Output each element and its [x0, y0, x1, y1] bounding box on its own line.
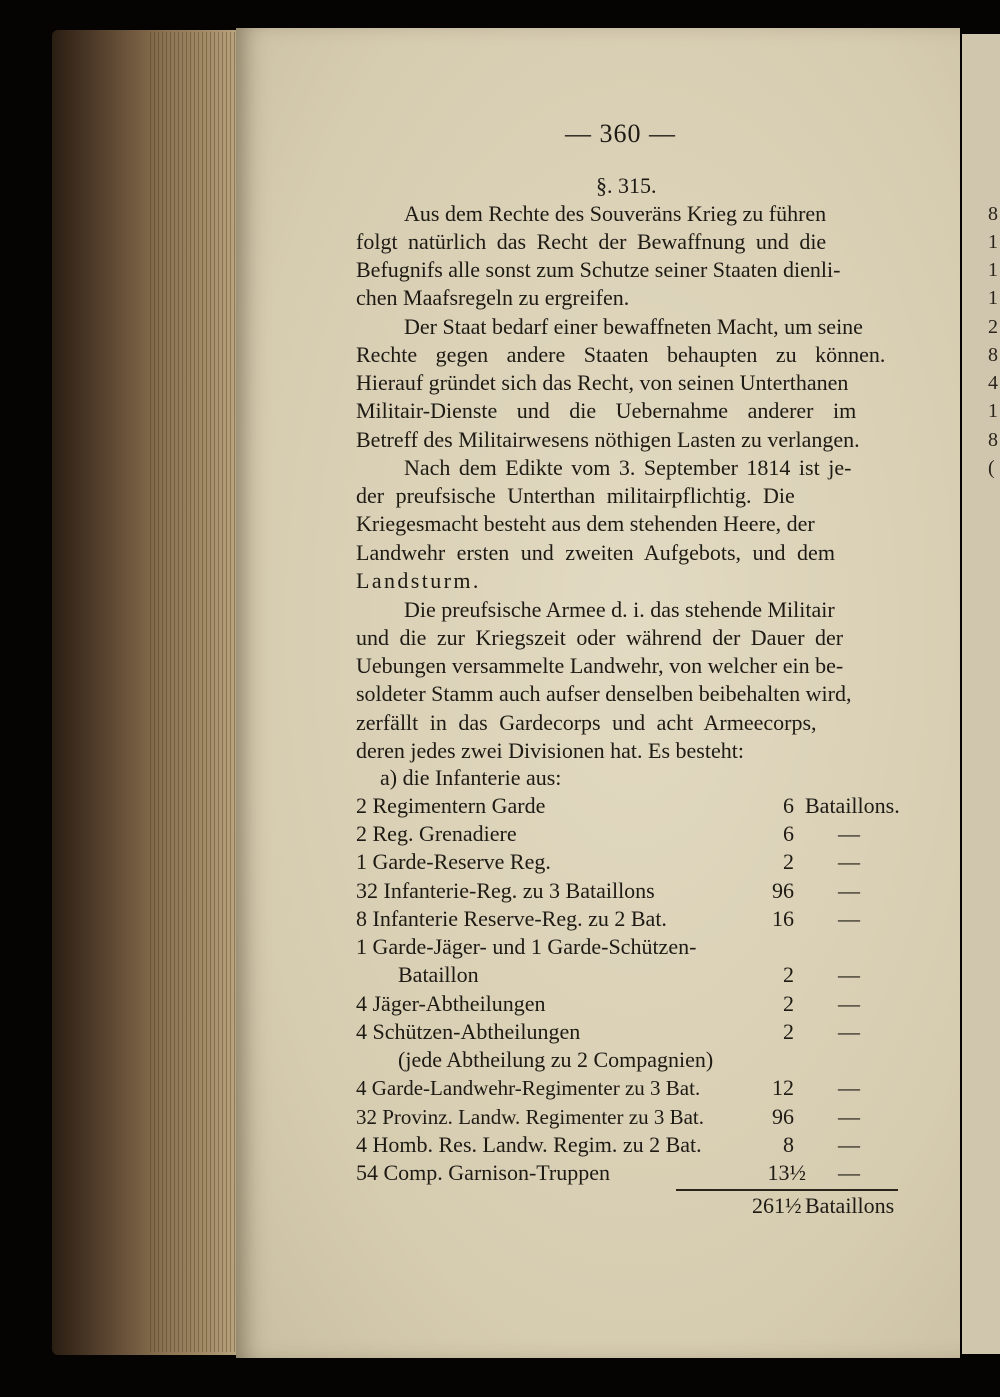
body-line: Rechte gegen andere Staaten behaupten zu können.: [356, 342, 886, 367]
table-row-label: 32 Infanterie-Reg. zu 3 Bataillons: [356, 878, 655, 903]
table-row-unit: —: [838, 906, 860, 931]
table-row-unit: —: [838, 1160, 860, 1185]
adjacent-page-glyph: 2: [988, 316, 998, 338]
body-line: Hierauf gründet sich das Recht, von seinen Unterthanen: [356, 370, 849, 395]
body-line: Die preufsische Armee d. i. das stehende Militair: [404, 597, 835, 622]
body-line: Uebungen versammelte Landwehr, von welcher ein be-: [356, 653, 844, 678]
table-row-value: 6: [783, 821, 794, 846]
body-line: Der Staat bedarf einer bewaffneten Macht, um seine: [404, 314, 863, 339]
table-row-label: 2 Regimentern Garde: [356, 793, 546, 818]
table-row-value: 2: [783, 991, 794, 1016]
table-row-label: 54 Comp. Garnison-Truppen: [356, 1160, 611, 1185]
sum-rule: [676, 1189, 898, 1191]
table-row-value: 2: [783, 849, 794, 874]
total-value: 261½: [752, 1193, 802, 1218]
body-line: der preufsische Unterthan militairpflichtig. Die: [356, 483, 795, 508]
body-line: Militair-Dienste und die Uebernahme anderer im: [356, 398, 857, 423]
table-row-value: 96: [772, 878, 794, 903]
table-row-unit: —: [838, 962, 860, 987]
table-row-label: 8 Infanterie Reserve-Reg. zu 2 Bat.: [356, 906, 667, 931]
body-line: soldeter Stamm auch aufser denselben beibehalten wird,: [356, 681, 852, 706]
table-row-label: 4 Jäger-Abtheilungen: [356, 991, 546, 1016]
body-line: Aus dem Rechte des Souveräns Krieg zu führen: [404, 201, 827, 226]
table-row-label: 1 Garde-Reserve Reg.: [356, 849, 551, 874]
total-unit: Bataillons: [805, 1193, 895, 1218]
table-row-unit: —: [838, 1075, 860, 1100]
table-row-label: 4 Schützen-Abtheilungen: [356, 1019, 581, 1044]
body-line: folgt natürlich das Recht der Bewaffnung und die: [356, 229, 827, 254]
section-heading: §. 315.: [596, 173, 657, 198]
table-row-label: 4 Garde-Landwehr-Regimenter zu 3 Bat.: [356, 1076, 701, 1100]
table-row-unit: —: [838, 1019, 860, 1044]
table-row-value: 6: [783, 793, 794, 818]
table-row-label: (jede Abtheilung zu 2 Compagnien): [398, 1047, 714, 1072]
table-row-unit: Bataillons.: [805, 793, 900, 818]
table-row-value: 2: [783, 962, 794, 987]
body-line: Landsturm.: [356, 568, 481, 593]
adjacent-page-glyph: 1: [988, 287, 998, 309]
table-row-label: 4 Homb. Res. Landw. Regim. zu 2 Bat.: [356, 1132, 702, 1157]
table-row-unit: —: [838, 991, 860, 1016]
table-row-label: 1 Garde-Jäger- und 1 Garde-Schützen-: [356, 934, 697, 959]
table-row-unit: —: [838, 878, 860, 903]
body-line: a) die Infanterie aus:: [380, 765, 562, 790]
adjacent-page-glyph: 8: [988, 344, 998, 366]
body-line: deren jedes zwei Divisionen hat. Es besteht:: [356, 738, 744, 763]
body-line: Kriegesmacht besteht aus dem stehenden Heere, der: [356, 511, 815, 536]
table-row-value: 96: [772, 1104, 794, 1129]
adjacent-page-glyph: 8: [988, 203, 998, 225]
body-line: zerfällt in das Gardecorps und acht Armeecorps,: [356, 710, 817, 735]
page-number: — 360 —: [565, 119, 676, 148]
table-row-unit: —: [838, 849, 860, 874]
body-line: und die zur Kriegszeit oder während der Dauer der: [356, 625, 844, 650]
adjacent-page-glyph: (: [988, 457, 995, 479]
body-line: Nach dem Edikte vom 3. September 1814 ist je-: [404, 455, 852, 480]
table-row-unit: —: [838, 821, 860, 846]
adjacent-page-glyph: 1: [988, 231, 998, 253]
adjacent-page-glyph: 8: [988, 429, 998, 451]
body-line: Landwehr ersten und zweiten Aufgebots, und dem: [356, 540, 835, 565]
table-row-value: 8: [783, 1132, 794, 1157]
body-line: chen Maafsregeln zu ergreifen.: [356, 285, 630, 310]
table-row-value: 13½: [767, 1160, 806, 1185]
adjacent-page-glyph: 4: [988, 372, 998, 394]
table-row-label: 32 Provinz. Landw. Regimenter zu 3 Bat.: [356, 1105, 704, 1129]
table-row-unit: —: [838, 1104, 860, 1129]
body-line: Befugnifs alle sonst zum Schutze seiner Staaten dienli-: [356, 257, 841, 282]
table-row-value: 2: [783, 1019, 794, 1044]
body-line: Betreff des Militairwesens nöthigen Lasten zu verlangen.: [356, 427, 860, 452]
table-row-unit: —: [838, 1132, 860, 1157]
book-page-edge-texture: [150, 32, 240, 1352]
table-row-label: 2 Reg. Grenadiere: [356, 821, 517, 846]
table-row-value: 16: [772, 906, 794, 931]
adjacent-page-glyph: 1: [988, 400, 998, 422]
adjacent-page-glyph: 1: [988, 259, 998, 281]
table-row-label: Bataillon: [398, 962, 479, 987]
table-row-value: 12: [772, 1075, 794, 1100]
